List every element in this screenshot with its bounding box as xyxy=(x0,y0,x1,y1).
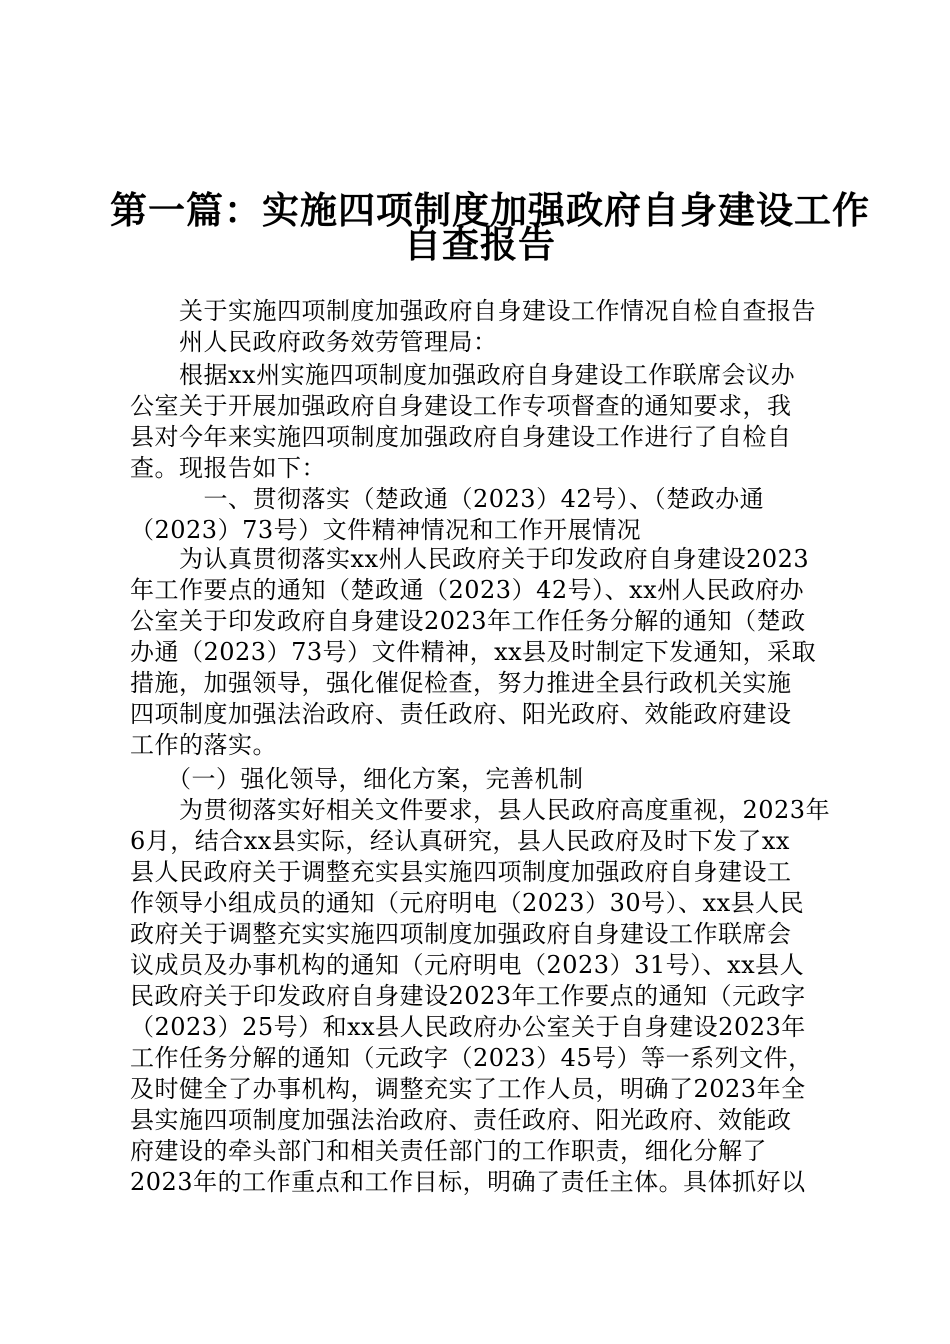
text-line: 2023年的工作重点和工作目标，明确了责任主体。具体抓好以 xyxy=(130,1168,806,1196)
text-line: 公室关于开展加强政府自身建设工作专项督查的通知要求，我 xyxy=(130,392,792,420)
text-line: 府建设的牵头部门和相关责任部门的工作职责，细化分解了 xyxy=(130,1137,767,1165)
text-line: 工作任务分解的通知（元政字（2023）45号）等一系列文件， xyxy=(130,1044,813,1072)
text-line: 措施，加强领导，强化催促检查，努力推进全县行政机关实施 xyxy=(130,669,792,697)
text-line: 公室关于印发政府自身建设2023年工作任务分解的通知（楚政 xyxy=(130,607,806,635)
text-line: （2023）25号）和xx县人民政府办公室关于自身建设2023年 xyxy=(130,1013,806,1041)
text-line: 查。现报告如下： xyxy=(130,454,326,482)
text-line: 关于实施四项制度加强政府自身建设工作情况自检自查报告 xyxy=(130,297,816,325)
text-line: （2023）73号）文件精神情况和工作开展情况 xyxy=(130,516,642,544)
text-line: 州人民政府政务效劳管理局： xyxy=(130,328,498,356)
text-line: 6月，结合xx县实际，经认真研究，县人民政府及时下发了xx xyxy=(130,827,790,855)
text-line: 议成员及办事机构的通知（元府明电（2023）31号）、xx县人 xyxy=(130,951,805,979)
text-line: 工作的落实。 xyxy=(130,731,277,759)
text-line: 办通（2023）73号）文件精神，xx县及时制定下发通知，采取 xyxy=(130,638,817,666)
document-title-line-1: 第一篇：实施四项制度加强政府自身建设工作 xyxy=(110,188,870,232)
text-line: 县对今年来实施四项制度加强政府自身建设工作进行了自检自 xyxy=(130,423,792,451)
text-line: 政府关于调整充实实施四项制度加强政府自身建设工作联席会 xyxy=(130,920,792,948)
text-line: 及时健全了办事机构，调整充实了工作人员，明确了2023年全 xyxy=(130,1075,806,1103)
text-line: 为贯彻落实好相关文件要求，县人民政府高度重视，2023年 xyxy=(130,796,831,824)
text-line: （一）强化领导，细化方案，完善机制 xyxy=(130,765,584,793)
text-line: 县人民政府关于调整充实县实施四项制度加强政府自身建设工 xyxy=(130,858,792,886)
text-line: 一、贯彻落实（楚政通（2023）42号）、（楚政办通 xyxy=(130,485,765,513)
text-line: 为认真贯彻落实xx州人民政府关于印发政府自身建设2023 xyxy=(130,545,810,573)
text-line: 根据xx州实施四项制度加强政府自身建设工作联席会议办 xyxy=(130,361,796,389)
text-line: 年工作要点的通知（楚政通（2023）42号）、xx州人民政府办 xyxy=(130,576,805,604)
document-title-line-2: 自查报告 xyxy=(404,222,556,266)
text-line: 作领导小组成员的通知（元府明电（2023）30号）、xx县人民 xyxy=(130,889,805,917)
text-line: 民政府关于印发政府自身建设2023年工作要点的通知（元政字 xyxy=(130,982,806,1010)
text-line: 四项制度加强法治政府、责任政府、阳光政府、效能政府建设 xyxy=(130,700,792,728)
text-line: 县实施四项制度加强法治政府、责任政府、阳光政府、效能政 xyxy=(130,1106,792,1134)
